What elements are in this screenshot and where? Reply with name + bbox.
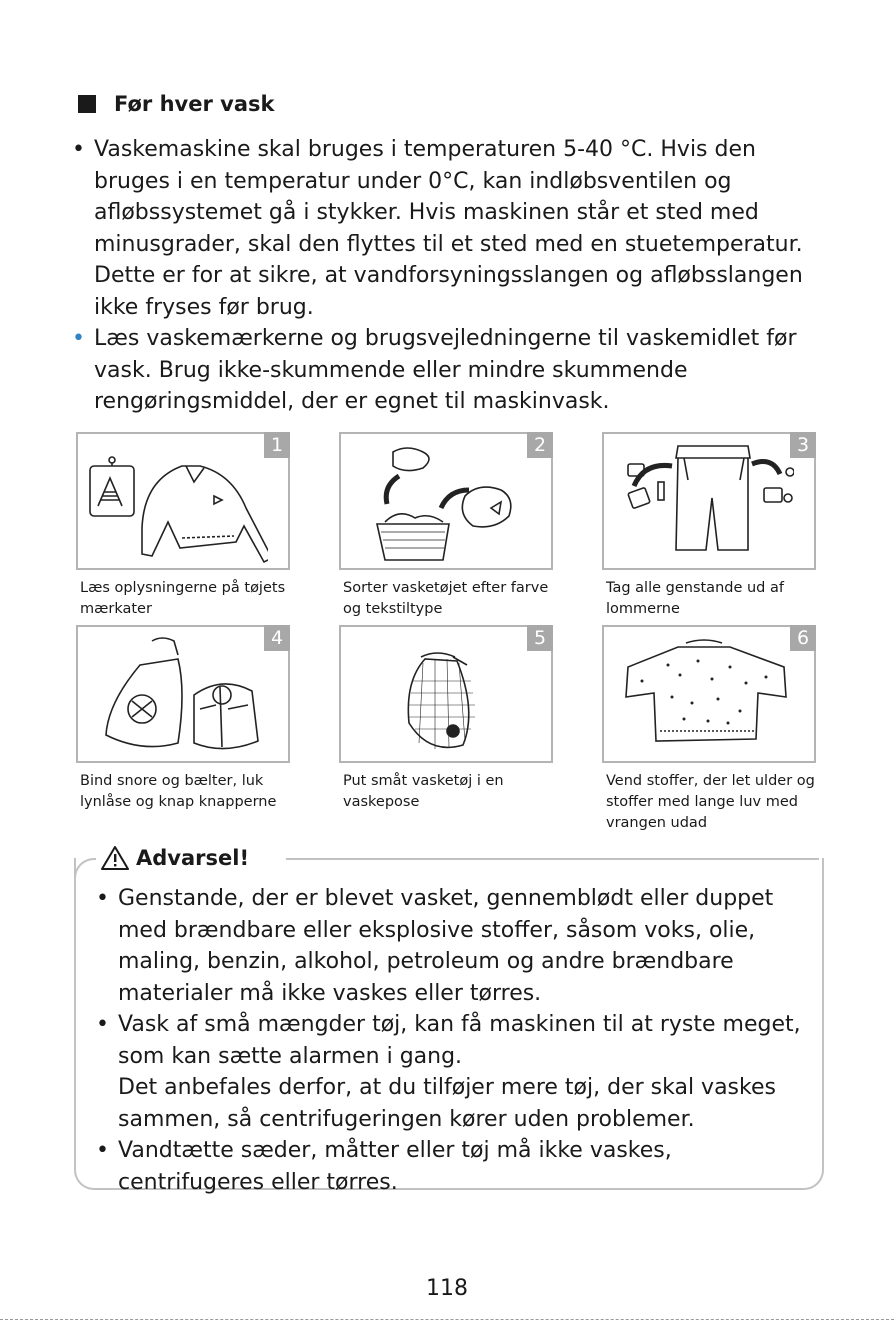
step-caption: Læs oplysningerne på tøjets mærkater	[80, 580, 286, 617]
intro-item	[72, 134, 832, 323]
warning-item	[96, 1009, 806, 1135]
section-title: Før hver vask	[114, 92, 275, 116]
step-number-badge: 5	[527, 625, 553, 651]
step-caption: Tag alle genstande ud af lommerne	[606, 580, 784, 617]
bullet-dot: •	[96, 1138, 109, 1163]
step-number-badge: 2	[527, 432, 553, 458]
bullet-dot: •	[96, 886, 109, 911]
step-image-frame	[76, 625, 290, 763]
apron-zipper-jacket-icon	[82, 631, 268, 757]
warning-item-text: Genstande, der er blevet vasket, gennemblødt eller duppet med brændbare eller eksplosive stoffer, såsom voks, olie, maling, benzin, alkohol, petroleum og andre brændbare materialer må ikke vaskes eller tørres.	[118, 886, 774, 1006]
step-caption: Put småt vasketøj i en vaskepose	[343, 773, 504, 810]
intro-item-text: Vaskemaskine skal bruges i temperaturen 5-40 °C. Hvis den bruges i en temperatur under 0°C, kan indløbsventilen og afløbssystemet gå i stykker. Hvis maskinen står et sted med minusgrader, skal den flyttes til et sted med en stuetemperatur. Dette er for at sikre, at vandforsyningsslangen og afløbsslangen ikke fryses før brug.	[94, 137, 803, 320]
step-number-badge: 3	[790, 432, 816, 458]
warning-title: Advarsel!	[136, 846, 250, 870]
page-bottom-rule	[0, 1319, 894, 1320]
step-image-frame	[602, 432, 816, 570]
warning-item	[96, 883, 806, 1009]
warning-item-text: Vask af små mængder tøj, kan få maskinen til at ryste meget, som kan sætte alarmen i gang.	[118, 1012, 801, 1069]
bullet-dot: •	[96, 1012, 109, 1037]
step-image-frame	[76, 432, 290, 570]
intro-item	[72, 323, 832, 418]
inside-out-sweater-icon	[608, 631, 794, 757]
step-caption: Sorter vasketøjet efter farve og tekstiltype	[343, 580, 549, 617]
step-caption: Bind snore og bælter, luk lynlåse og knap knapperne	[80, 773, 277, 810]
warning-item-text: Vandtætte sæder, måtter eller tøj må ikke vaskes, centrifugeres eller tørres.	[118, 1138, 672, 1195]
warning-list	[96, 883, 806, 1198]
warning-item-text-continued: Det anbefales derfor, at du tilføjer mere tøj, der skal vaskes sammen, så centrifugeringen kører uden problemer.	[118, 1075, 776, 1132]
step-image-frame	[602, 625, 816, 763]
warning-item	[96, 1135, 806, 1198]
intro-item-text: Læs vaskemærkerne og brugsvejledningerne til vaskemidlet før vask. Brug ikke-skummende eller mindre skummende rengøringsmiddel, der er egnet til maskinvask.	[94, 326, 797, 414]
page-number: 118	[426, 1276, 468, 1301]
laundry-basket-sort-icon	[345, 438, 531, 564]
step-image-frame	[339, 625, 553, 763]
step-number-badge: 6	[790, 625, 816, 651]
bullet-dot: •	[72, 326, 85, 351]
warning-triangle-icon	[100, 845, 130, 871]
intro-list	[72, 134, 832, 418]
step-number-badge: 1	[264, 432, 290, 458]
pants-pockets-icon	[608, 438, 794, 564]
warning-divider	[286, 858, 819, 860]
step-caption: Vend stoffer, der let ulder og stoffer med lange luv med vrangen udad	[606, 773, 815, 831]
bullet-dot: •	[72, 137, 85, 162]
square-bullet-icon	[78, 95, 96, 113]
step-number-badge: 4	[264, 625, 290, 651]
step-image-frame	[339, 432, 553, 570]
sweater-label-icon	[82, 438, 268, 564]
warning-heading	[100, 845, 257, 871]
section-heading	[78, 92, 274, 116]
laundry-bag-icon	[345, 631, 531, 757]
